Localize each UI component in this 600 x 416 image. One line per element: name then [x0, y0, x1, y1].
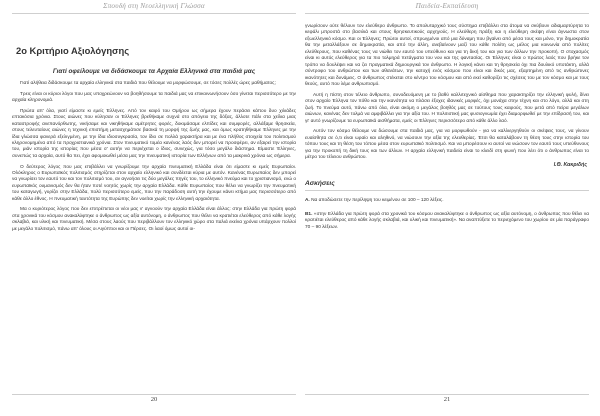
- paragraph: Γιατί αλήθεια διδάσκουμε τα αρχαία ελληνικά στα παιδιά που θέλουμε να μορφώσουμε, σε τόσες πολλές ώρες μαθήματος;: [20, 81, 276, 86]
- exercise-text: Να αποδώσετε την περίληψη του κειμένου σε 100 – 120 λέξεις.: [311, 198, 444, 204]
- page-title: 2ο Κριτήριο Αξιολόγησης: [16, 45, 130, 56]
- exercise-label: Β1.: [305, 211, 313, 217]
- left-running-header: Σπουδή στη Νεοελληνική Γλώσσα: [12, 0, 296, 14]
- left-page: [12, 0, 296, 416]
- exercise-item: [305, 212, 589, 231]
- exercise-text: «στην Ελλάδα για πρώτη φορά στα χρονικά του κόσμου ανακαλύφτηκε ο άνθρωπος ως αξία αυτόνομη, ο άνθρωπος που θέλει να κρατιέται ελεύθερος από κάθε λογής σκλαβιά, και υλική και πνευματική». Να αναπτύξετε το περιεχόμενο του χωρίου σε μία παράγραφο 70 – 90 λέξεων.: [305, 211, 589, 230]
- exercise-list: [305, 198, 589, 231]
- paragraph: Μα ο κυριότερος λόγος που δεν επιτρέπεται οι νέοι μας ν' αγνοούν την αρχαία Ελλάδα είναι άλλος: στην Ελλάδα για πρώτη φορά στα χρονικά του κόσμου ανακαλύφτηκε ο άνθρωπος ως αξία αυτόνομη, ο άνθρωπος που θέλει να κρατιέται ελεύθερος από κάθε λογής σκλαβιά, και υλική και πνευματική. Μέσα στους λαούς που περιβάλλουν τον ελληνικό χώρο στα παλιά εκείνα χρόνια υπάρχουν πολλοί με μεγάλο πολιτισμό, πάνω απ' όλους οι Αιγύπτιοι και οι Πέρσες. Οι λαοί όμως αυτοί οι-: [12, 207, 296, 232]
- exercise-item: [305, 198, 589, 204]
- paragraph: γνωρίσουν ούτε θέλουν τον ελεύθερο άνθρωπο. Το απολυταρχικό τους σύστημα επιβάλλει στα άτομα να σκύβουν αδιαμαρτύρητα το κεφάλι μπροστά στο βασιλιά και στους θρησκευτικούς αρχηγούς. Η ελεύθερη πράξη και η ελεύθερη σκέψη είναι άγνωστα στον εξωελληνικό κόσμο. Και οι Έλληνες; Πρώτοι αυτοί, σπρωγμένοι από μια δύναμη που βγαίνει από μέσα τους και μόνο, την δημοκρατία θα την μεταλλάξουν σε δημοκρατία, και από την άλλη, ανεβαίνουν μαζί του κάθε πολίτη ως μέλος μια κοινωνία από πολίτες ελεύθερους, που καθένας τους να νιώθει τον εαυτό του υπεύθυνο και για τη δική του και για των άλλων την προκοπή. Ο στοχασμός είναι κι αυτός ελεύθερος για τα πιο τολμηρά πετάγματα του νου και της φαντασίας. Οι Έλληνες είναι ο πρώτος λαός που βρήκε τον τρόπο να δουλέψει και να ζει πραγματικά δημιουργικά τον άνθρωπο. Η λογική κάνει και τη θρησκεία όχι πια δουλικό υποτάκτη, αλλά σύντροφο του ανθρώπου και των αθανάτων, την κατοχή ενός κόσμου που είναι και δικός μας, εξαρτημένη από τις ανθρώπινες ικανότητες και δυνάμεις. Ο άνθρωπος στέκεται στο κέντρο του κόσμου και από εκεί καθορίζει τις σχέσεις του με τον κόσμο και με τους θεούς, αυτό που λέμε ανθρωπισμό.: [305, 24, 589, 88]
- paragraph: Αυτή η πίστη στον τέλειο άνθρωπο, συνοδευόμενη με το βαθύ καλλιτεχνικό αίσθημα που χαρακτηρίζει την ελληνική φυλή, δίνει στον αρχαίο Έλληνα τον πόθο και την ικανότητα να πλάσει έξοχες ιδανικές μορφές, όχι μονάχα στην τέχνη και στο λόγο, αλλά και στη ζωή. Το πνεύμα αυτό, πάνω από όλα, είναι ακόμη ο μεγάλος βοηθός μας σε τούτους τους καιρούς, που μετά από πείρα μεγάλων αιώνων, κανένας δεν τολμά να αμφιβάλλει για την αξία του. Η πολιτιστική μας φυσιογνωμία έχει διαμορφωθεί με την επίδρασή του, και γι' αυτό γνωρίζουμε τα ευρωπαϊκά αισθήματα, εμείς οι Έλληνες περισσότερο από κάθε άλλο λαό.: [305, 92, 589, 124]
- right-body-text: [305, 24, 589, 161]
- left-page-number: 20: [12, 394, 296, 410]
- right-running-header: Παιδεία-Εκπαίδευση: [305, 0, 589, 14]
- paragraph: Πρώτα απ' όλα, γιατί είμαστε κι εμείς Έλληνες. Από τον καιρό του Ομήρου ως σήμερα έχουν περάσει κάπου δυο χιλιάδες επτακόσια χρόνια. Στους αιώνες που κύλησαν οι Έλληνες βρεθήκαμε συχνά στο απόγειο της δόξας, άλλοτε πάλι στα χείλια μιας καταστροφής ανεπανόρθωτης, νικήσαμε και νικηθήκαμε αμέτρητες φορές, δοκιμάσαμε ελπίδες και συμφορές, αλλάξαμε θρησκεία, στους τελευταίους αιώνες η τεχνική επιστήμη μετασχημάτισε βασικά τη μορφή της ζωής μας, και όμως κρατηθήκαμε Έλληνες με την ίδια γλώσσα φανερά εξελιγμένη, με την ίδια ιδιοσυγκρασία, τον ίδιο σε πολλά χαρακτήρα και με ένα πλήθος στοιχεία του πολιτισμού κληρονομημένα από τα προχριστιανικά χρόνια. Στον πνευματικό τομέα κανένας λαός δεν μπορεί να προσφέρει, αν εξαιρεί την ιστορία του, μιάν ιστορία της ιστορίας που μέσα σ' αυτήν να περιέχεται ο ίδιος, συνεχώς, για τόσο μεγάλο διάστημα. Είμαστε Έλληνες, συνεπώς τα αρχαία, αυτό θα πει, έχει αφομοιωθεί μέσα μας την πνευματική ιστορία των Ελλήνων από τα μακρινά χρόνια ως σήμερα.: [12, 108, 296, 159]
- section-heading: Γιατί οφείλουμε να διδάσκουμε τα Αρχαία Ελληνικά στα παιδιά μας: [52, 68, 256, 75]
- paragraph: Αυτόν τον κόσμο θέλουμε να δώσουμε στα παιδιά μας, για να μορφωθούν - για να καλλιεργηθούν οι σκέψεις τους, να γίνουν ευαίσθητα σε ό,τι είναι ωραίο και αληθινό, να νιώσουν την αξία της ελευθερίας. Έτσι θα καταλάβουν τη θέση τους στην ιστορία του τόπου τους και τη θέση του τόπου μέσα στον ευρωπαϊκό πολιτισμό. Και να μπορέσουν κι αυτοί να νιώσουν τον εαυτό τους υπεύθυνους για την προκοπή τη δική τους και των άλλων. Η αρχαία ελληνική παιδεία είναι το κλειδί στη φωνή που λέει ότι ο άνθρωπος είναι το μέτρο του τέλειου ανθρώπου.: [305, 129, 589, 160]
- left-body-text: [12, 81, 296, 233]
- exercise-label: Α.: [305, 198, 310, 204]
- right-page-number: 21: [305, 394, 589, 410]
- paragraph: Ο δεύτερος λόγος που μας επιβάλλει να γνωρίζουμε την αρχαία πνευματική Ελλάδα είναι ότι είμαστε κι εμείς Ευρωπαίοι. Ολόκληρος ο Ευρωπαϊκός πολιτισμός στηρίζεται στον αρχαίο ελληνικό και συνδέεται κύρια με αυτόν. Κανένας Ευρωπαίος δεν μπορεί να γνωρίσει τον εαυτό του και τον πολιτισμό του, αν αγνοήσει τις δύο μεγάλες πηγές του, το ελληνικό πνεύμα και το χριστιανισμό, ενώ ο ευρωπαϊκός ουμανισμός δεν θα ήταν ποτέ νοητός χωρίς την αρχαία Ελλάδα. Κάθε Ευρωπαίος που θέλει να γνωρίζει την πνευματική του καταγωγή, γυρίζει στην Ελλάδα, πολύ περισσότερο εμείς, που την παράδοση αυτή την έχουμε κάνει κτήμα μας περισσότερο από κάθε άλλο έθνος. Η πνευματική ταυτότητα της Ευρώπης δεν νοείται χωρίς την ελληνική αρχαιότητα.: [12, 164, 296, 202]
- author-signature: Ι.Θ. Κακριδής: [553, 162, 587, 169]
- right-page: [305, 0, 589, 416]
- paragraph: Τρεις είναι οι κύριοι λόγοι που μας υποχρεώνουν να βοηθήσουμε τα παιδιά μας να επικοινωνήσουν όσο γίνεται περισσότερο με την αρχαία κληρονομιά.: [12, 91, 296, 104]
- exercises-title: Ασκήσεις: [305, 180, 589, 191]
